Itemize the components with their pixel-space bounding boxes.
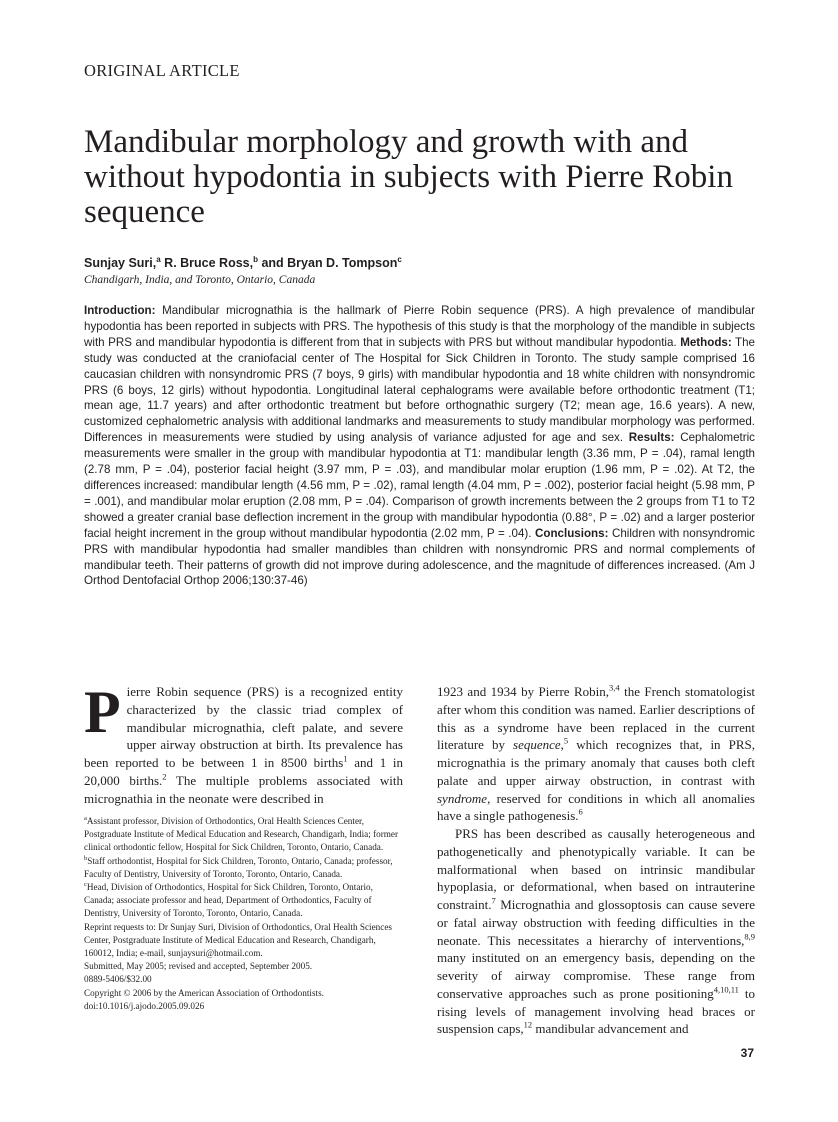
footnote-mark: a bbox=[84, 814, 87, 822]
footnotes bbox=[84, 815, 403, 1013]
reference-link[interactable]: 6 bbox=[578, 806, 583, 817]
author-mark: a bbox=[156, 255, 161, 264]
body-text: to rising levels of management involving head braces or suspension caps, bbox=[437, 985, 755, 1037]
doi: doi:10.1016/j.ajodo.2005.09.026 bbox=[84, 1000, 205, 1011]
author-name: and Bryan D. Tompson bbox=[257, 256, 398, 271]
footnote-mark: c bbox=[84, 880, 87, 888]
reference-link[interactable]: 3,4 bbox=[609, 682, 620, 693]
page-number: 37 bbox=[740, 1046, 754, 1060]
submission-dates: Submitted, May 2005; revised and accepted, September 2005. bbox=[84, 961, 313, 972]
body-text: Micrognathia and glossoptosis can cause severe or fatal airway obstruction with feeding difficulties in the neonate. This necessitates a hierarchy of interventions, bbox=[437, 897, 755, 948]
abstract-methods-label: Methods: bbox=[680, 335, 732, 349]
author-name: R. Bruce Ross, bbox=[160, 256, 254, 271]
footnote-c bbox=[84, 881, 403, 921]
body-text: , bbox=[560, 737, 564, 753]
footnote-text: Assistant professor, Division of Orthodontics, Oral Health Sciences Center, Postgraduate Institute of Medical Education and Research, Chandigarh, India; former clinical orthodontic fellow, Hospital for Sick Children, Toronto, Ontario, Canada. bbox=[84, 816, 399, 853]
abstract-methods-text: The study was conducted at the craniofacial center of The Hospital for Sick Children in Toronto. The study sample comprised 16 caucasian children with nonsyndromic PRS (7 boys, 9 girls) with mandibular hypodontia and 18 white children with nonsyndromic PRS (6 boys, 12 girls) without hypodontia. Longitudinal lateral cephalograms were available before orthodontic treatment (T1; mean age, 11.7 years) and after orthodontic treatment but before orthognathic surgery (T2; mean age, 16.6 years). A new, customized cephalometric analysis with additional landmarks and measurements to study mandibular morphology was performed. Differences in measurements were studied by using analysis of variance adjusted for age and sex. bbox=[84, 335, 755, 445]
abstract-intro-label: Introduction: bbox=[84, 304, 156, 317]
body-column-left bbox=[84, 679, 403, 807]
footnote-text: Staff orthodontist, Hospital for Sick Children, Toronto, Ontario, Canada; professor, Faculty of Dentistry, University of Toronto, Toronto, Ontario, Canada. bbox=[84, 855, 393, 879]
body-text: The multiple problems associated with micrognathia in the neonate were described in bbox=[84, 772, 403, 806]
footnote-a bbox=[84, 815, 403, 855]
body-column-right bbox=[437, 683, 755, 1038]
body-text: which recognizes that, in PRS, micrognathia is the primary anomaly that causes both cleft palate and upper airway obstruction, in contrast with bbox=[437, 737, 755, 788]
copyright: Copyright © 2006 by the American Association of Orthodontists. bbox=[84, 987, 324, 998]
abstract-results-text: Cephalometric measurements were smaller in the group with mandibular hypodontia at T1: mandibular length (3.36 mm, P = .04), ramal length (2.78 mm, P = .04), posterior facial height (3.97 mm, P = .03), and mandibular molar eruption (1.96 mm, P = .02). At T2, the differences increased: mandibular length (4.56 mm, P = .02), ramal length (4.04 mm, P = .002), posterior facial height (5.98 mm, P = .001), and mandibular molar eruption (2.08 mm, P = .04). Comparison of growth increments between the 2 groups from T1 to T2 showed a greater cranial base deflection increment in the group with mandibular hypodontia (0.88°, P = .02) and a larger posterior facial height increment in the group without mandibular hypodontia (2.02 mm, P = .04). bbox=[84, 431, 755, 540]
author-line bbox=[84, 255, 402, 270]
footnote-text: Head, Division of Orthodontics, Hospital for Sick Children, Toronto, Ontario, Canada; associate professor and head, Department of Orthodontics, Faculty of Dentistry, University of Toronto, Toronto, Ontario, Canada. bbox=[84, 882, 373, 919]
reprint-requests: Reprint requests to: Dr Sunjay Suri, Division of Orthodontics, Oral Health Sciences Center, Postgraduate Institute of Medical Education and Research, Chandigarh, 160012, India; e-mail, sunjaysuri@hotmail.com. bbox=[84, 921, 392, 959]
body-paragraph bbox=[84, 679, 403, 807]
body-text: and 1 in 20,000 births. bbox=[84, 755, 403, 788]
article-title: Mandibular morphology and growth with and without hypodontia in subjects with Pierre Robin sequence bbox=[84, 124, 733, 230]
section-label: ORIGINAL ARTICLE bbox=[84, 61, 240, 80]
reference-link[interactable]: 2 bbox=[162, 771, 167, 782]
body-text: PRS has been described as causally heterogeneous and pathogenetically and phenotypically variable. It can be malformational when based on intrinsic mandibular hypoplasia, or deformational, when based on intrauterine constraint. bbox=[437, 826, 755, 912]
body-text: the French stomatologist after whom this condition was named. Earlier descriptions of this as a syndrome have been replaced in the current literature by bbox=[437, 684, 756, 753]
reference-link[interactable]: 4,10,11 bbox=[713, 984, 739, 995]
body-paragraph bbox=[437, 825, 755, 1038]
body-paragraph bbox=[437, 683, 755, 825]
body-text: many instituted on an emergency basis, depending on the severity of airway compromise. These range from conservative approaches such as prone positioning bbox=[437, 950, 755, 1001]
issn: 0889-5406/$32.00 bbox=[84, 974, 152, 985]
author-name: Sunjay Suri, bbox=[84, 256, 157, 271]
affiliation-line: Chandigarh, India, and Toronto, Ontario, Canada bbox=[84, 274, 316, 286]
reference-link[interactable]: 1 bbox=[343, 753, 348, 764]
author-mark: c bbox=[397, 255, 402, 264]
footnote-b bbox=[84, 855, 403, 881]
author-mark: b bbox=[253, 255, 258, 264]
abstract-intro-text: Mandibular micrognathia is the hallmark of Pierre Robin sequence (PRS). A high prevalence of mandibular hypodontia has been reported in subjects with PRS. The hypothesis of this study is that the morphology of the mandible in subjects with PRS and mandibular hypodontia is different from that in subjects with PRS but without mandibular hypodontia. bbox=[84, 304, 755, 349]
body-text: mandibular advancement and bbox=[532, 1021, 689, 1037]
reference-link[interactable]: 7 bbox=[491, 895, 496, 906]
reference-link[interactable]: 12 bbox=[523, 1019, 533, 1030]
drop-cap: P bbox=[84, 679, 121, 745]
abstract bbox=[84, 303, 755, 589]
reference-link[interactable]: 8,9 bbox=[744, 931, 755, 942]
body-text: ierre Robin sequence (PRS) is a recognized entity characterized by the classic triad complex of mandibular micrognathia, cleft palate, and severe upper airway obstruction at birth. Its prevalence has been reported to be between 1 in 8500 births bbox=[84, 684, 403, 770]
body-text: 1923 and 1934 by Pierre Robin, bbox=[437, 684, 610, 699]
abstract-conclusions-text: Children with nonsyndromic PRS with mandibular hypodontia had smaller mandibles than children with nonsyndromic PRS and normal complements of mandibular teeth. Their patterns of growth did not improve during adolescence, and the magnitude of differences increased. (Am J Orthod Dentofacial Orthop 2006;130:37-46) bbox=[84, 526, 755, 588]
abstract-conclusions-label: Conclusions: bbox=[535, 526, 609, 540]
body-emphasis: sequence bbox=[513, 737, 561, 753]
footnote-mark: b bbox=[84, 854, 88, 862]
reference-link[interactable]: 5 bbox=[563, 735, 569, 746]
body-emphasis: syndrome bbox=[437, 790, 488, 806]
body-text: , reserved for conditions in which all anomalies have a single pathogenesis. bbox=[437, 790, 755, 824]
abstract-results-label: Results: bbox=[628, 431, 675, 445]
